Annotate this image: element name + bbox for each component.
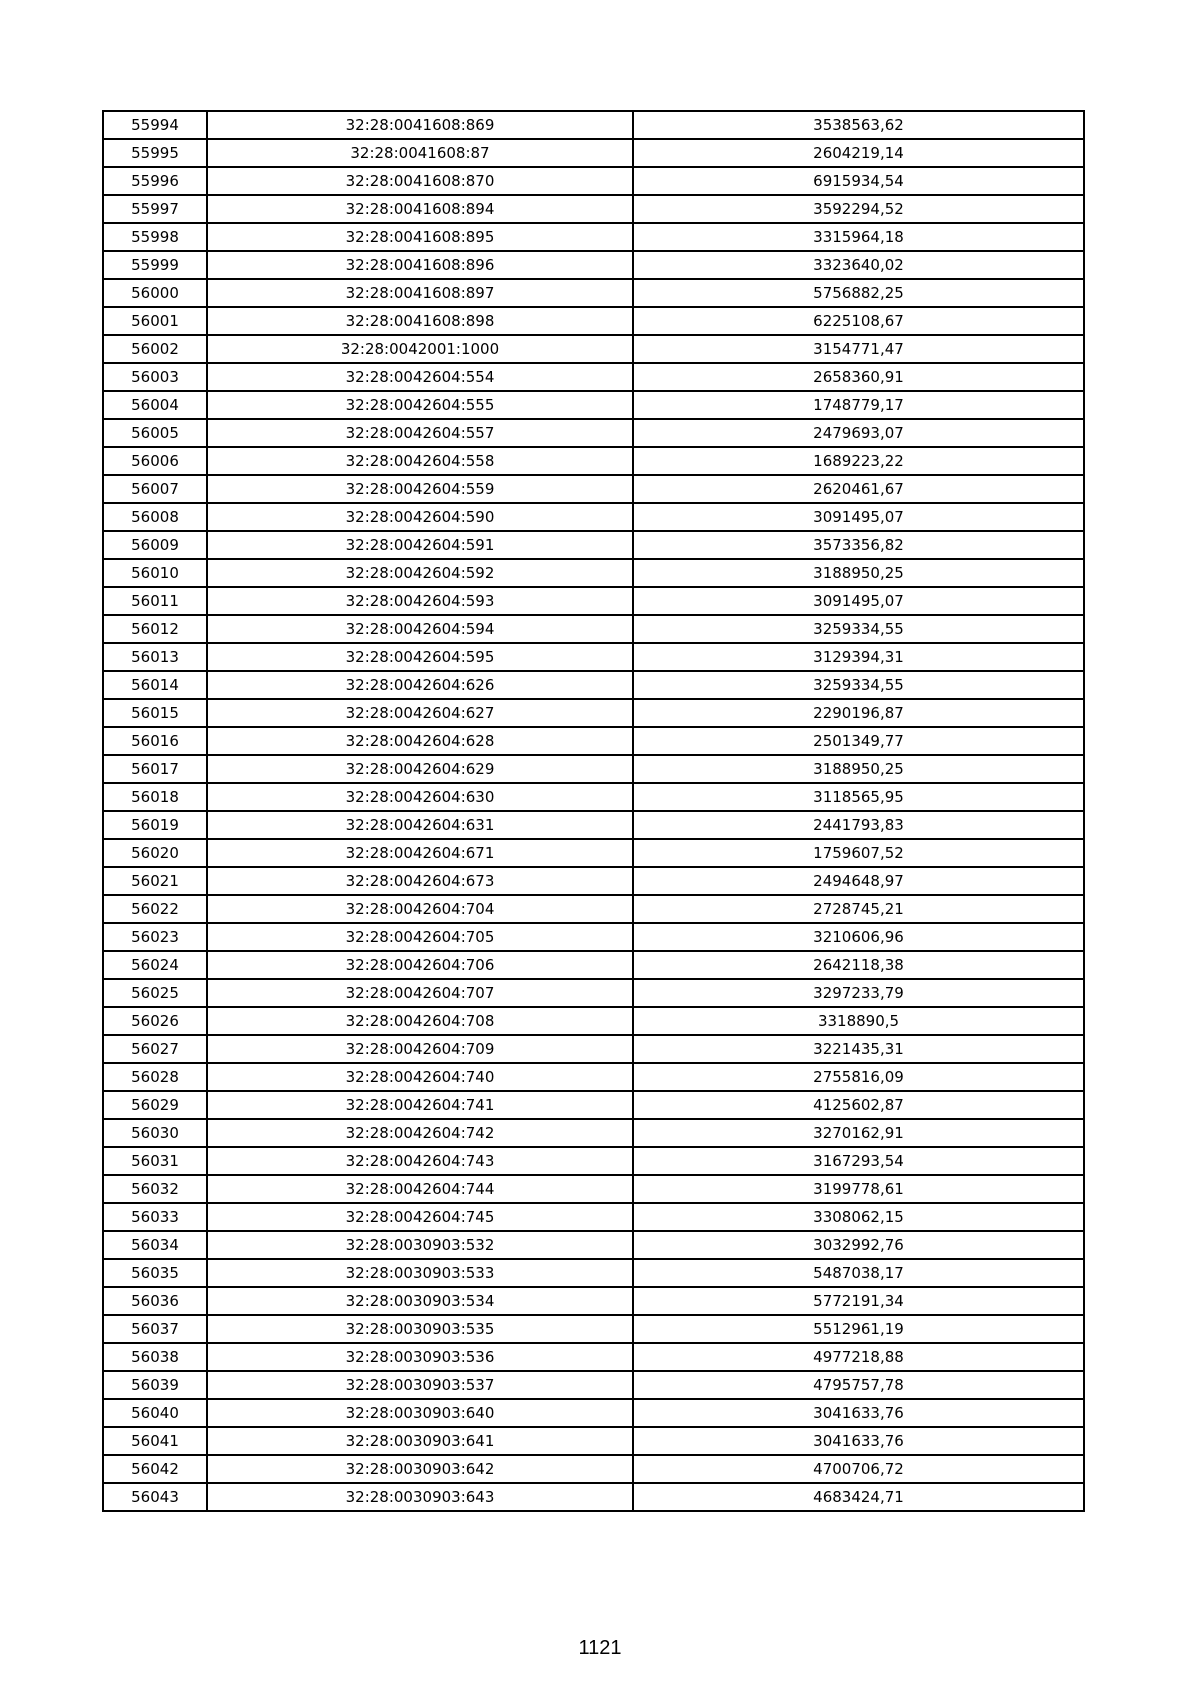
cadastral-number-cell: 32:28:0042604:743 xyxy=(207,1147,633,1175)
table-row xyxy=(103,1287,1084,1315)
value-cell: 5487038,17 xyxy=(633,1259,1084,1287)
row-number-cell: 56011 xyxy=(103,587,207,615)
row-number-cell: 56007 xyxy=(103,475,207,503)
row-number-cell: 56015 xyxy=(103,699,207,727)
cadastral-number-cell: 32:28:0030903:533 xyxy=(207,1259,633,1287)
cadastral-number-cell: 32:28:0042604:706 xyxy=(207,951,633,979)
table-row xyxy=(103,139,1084,167)
cadastral-number-cell: 32:28:0042604:627 xyxy=(207,699,633,727)
row-number-cell: 56026 xyxy=(103,1007,207,1035)
cadastral-number-cell: 32:28:0041608:869 xyxy=(207,111,633,139)
table-row xyxy=(103,699,1084,727)
value-cell: 2728745,21 xyxy=(633,895,1084,923)
value-cell: 3154771,47 xyxy=(633,335,1084,363)
table-row xyxy=(103,727,1084,755)
value-cell: 3199778,61 xyxy=(633,1175,1084,1203)
row-number-cell: 56008 xyxy=(103,503,207,531)
cadastral-number-cell: 32:28:0042604:555 xyxy=(207,391,633,419)
value-cell: 3129394,31 xyxy=(633,643,1084,671)
value-cell: 3297233,79 xyxy=(633,979,1084,1007)
row-number-cell: 56027 xyxy=(103,1035,207,1063)
row-number-cell: 56021 xyxy=(103,867,207,895)
value-cell: 3167293,54 xyxy=(633,1147,1084,1175)
value-cell: 4795757,78 xyxy=(633,1371,1084,1399)
value-cell: 3259334,55 xyxy=(633,615,1084,643)
row-number-cell: 56000 xyxy=(103,279,207,307)
row-number-cell: 56028 xyxy=(103,1063,207,1091)
table-row xyxy=(103,447,1084,475)
cadastral-number-cell: 32:28:0030903:534 xyxy=(207,1287,633,1315)
row-number-cell: 55997 xyxy=(103,195,207,223)
value-cell: 3270162,91 xyxy=(633,1119,1084,1147)
table-row xyxy=(103,1175,1084,1203)
value-cell: 3318890,5 xyxy=(633,1007,1084,1035)
row-number-cell: 56041 xyxy=(103,1427,207,1455)
cadastral-number-cell: 32:28:0042604:671 xyxy=(207,839,633,867)
row-number-cell: 56016 xyxy=(103,727,207,755)
value-cell: 3315964,18 xyxy=(633,223,1084,251)
row-number-cell: 56003 xyxy=(103,363,207,391)
table-row xyxy=(103,531,1084,559)
table-row xyxy=(103,643,1084,671)
row-number-cell: 56037 xyxy=(103,1315,207,1343)
row-number-cell: 56024 xyxy=(103,951,207,979)
cadastral-number-cell: 32:28:0030903:532 xyxy=(207,1231,633,1259)
value-cell: 3118565,95 xyxy=(633,783,1084,811)
value-cell: 5772191,34 xyxy=(633,1287,1084,1315)
cadastral-number-cell: 32:28:0042604:707 xyxy=(207,979,633,1007)
cadastral-number-cell: 32:28:0030903:643 xyxy=(207,1483,633,1511)
value-cell: 2501349,77 xyxy=(633,727,1084,755)
table-row xyxy=(103,335,1084,363)
value-cell: 2494648,97 xyxy=(633,867,1084,895)
cadastral-number-cell: 32:28:0042604:591 xyxy=(207,531,633,559)
cadastral-number-cell: 32:28:0042604:595 xyxy=(207,643,633,671)
table-row xyxy=(103,811,1084,839)
row-number-cell: 56006 xyxy=(103,447,207,475)
table-row xyxy=(103,923,1084,951)
table-row xyxy=(103,1427,1084,1455)
table-body xyxy=(103,111,1084,1511)
cadastral-number-cell: 32:28:0041608:898 xyxy=(207,307,633,335)
cadastral-number-cell: 32:28:0042604:744 xyxy=(207,1175,633,1203)
row-number-cell: 56009 xyxy=(103,531,207,559)
cadastral-number-cell: 32:28:0030903:535 xyxy=(207,1315,633,1343)
cadastral-number-cell: 32:28:0042604:673 xyxy=(207,867,633,895)
row-number-cell: 55995 xyxy=(103,139,207,167)
row-number-cell: 56035 xyxy=(103,1259,207,1287)
row-number-cell: 56017 xyxy=(103,755,207,783)
row-number-cell: 56032 xyxy=(103,1175,207,1203)
value-cell: 3259334,55 xyxy=(633,671,1084,699)
table-row xyxy=(103,587,1084,615)
table-row xyxy=(103,1007,1084,1035)
table-row xyxy=(103,251,1084,279)
cadastral-number-cell: 32:28:0042604:590 xyxy=(207,503,633,531)
cadastral-number-cell: 32:28:0041608:897 xyxy=(207,279,633,307)
cadastral-number-cell: 32:28:0042604:554 xyxy=(207,363,633,391)
table-row xyxy=(103,839,1084,867)
table-row xyxy=(103,307,1084,335)
value-cell: 3041633,76 xyxy=(633,1399,1084,1427)
cadastral-number-cell: 32:28:0030903:641 xyxy=(207,1427,633,1455)
table-row xyxy=(103,1203,1084,1231)
value-cell: 4977218,88 xyxy=(633,1343,1084,1371)
table-row xyxy=(103,223,1084,251)
cadastral-number-cell: 32:28:0030903:640 xyxy=(207,1399,633,1427)
value-cell: 2479693,07 xyxy=(633,419,1084,447)
row-number-cell: 56019 xyxy=(103,811,207,839)
table-row xyxy=(103,1091,1084,1119)
cadastral-number-cell: 32:28:0041608:896 xyxy=(207,251,633,279)
cadastral-value-table xyxy=(102,110,1085,1512)
cadastral-number-cell: 32:28:0030903:537 xyxy=(207,1371,633,1399)
value-cell: 1689223,22 xyxy=(633,447,1084,475)
table-row xyxy=(103,1147,1084,1175)
table-row xyxy=(103,1315,1084,1343)
table-row xyxy=(103,979,1084,1007)
value-cell: 6915934,54 xyxy=(633,167,1084,195)
table-row xyxy=(103,475,1084,503)
table-row xyxy=(103,503,1084,531)
table-row xyxy=(103,1399,1084,1427)
table-row xyxy=(103,867,1084,895)
row-number-cell: 56040 xyxy=(103,1399,207,1427)
cadastral-number-cell: 32:28:0042604:593 xyxy=(207,587,633,615)
value-cell: 3210606,96 xyxy=(633,923,1084,951)
value-cell: 6225108,67 xyxy=(633,307,1084,335)
row-number-cell: 56012 xyxy=(103,615,207,643)
row-number-cell: 56031 xyxy=(103,1147,207,1175)
table-row xyxy=(103,951,1084,979)
value-cell: 3538563,62 xyxy=(633,111,1084,139)
row-number-cell: 56030 xyxy=(103,1119,207,1147)
value-cell: 2620461,67 xyxy=(633,475,1084,503)
value-cell: 4125602,87 xyxy=(633,1091,1084,1119)
cadastral-number-cell: 32:28:0042604:709 xyxy=(207,1035,633,1063)
cadastral-number-cell: 32:28:0042604:630 xyxy=(207,783,633,811)
row-number-cell: 56013 xyxy=(103,643,207,671)
table-row xyxy=(103,1455,1084,1483)
row-number-cell: 55998 xyxy=(103,223,207,251)
value-cell: 2658360,91 xyxy=(633,363,1084,391)
row-number-cell: 56001 xyxy=(103,307,207,335)
value-cell: 3091495,07 xyxy=(633,503,1084,531)
row-number-cell: 55994 xyxy=(103,111,207,139)
value-cell: 3188950,25 xyxy=(633,559,1084,587)
cadastral-number-cell: 32:28:0042604:745 xyxy=(207,1203,633,1231)
table-row xyxy=(103,615,1084,643)
value-cell: 2441793,83 xyxy=(633,811,1084,839)
cadastral-number-cell: 32:28:0042604:628 xyxy=(207,727,633,755)
row-number-cell: 56020 xyxy=(103,839,207,867)
cadastral-number-cell: 32:28:0041608:895 xyxy=(207,223,633,251)
value-cell: 5756882,25 xyxy=(633,279,1084,307)
table-row xyxy=(103,895,1084,923)
value-cell: 4683424,71 xyxy=(633,1483,1084,1511)
cadastral-number-cell: 32:28:0042604:740 xyxy=(207,1063,633,1091)
value-cell: 3091495,07 xyxy=(633,587,1084,615)
row-number-cell: 56018 xyxy=(103,783,207,811)
row-number-cell: 55999 xyxy=(103,251,207,279)
value-cell: 5512961,19 xyxy=(633,1315,1084,1343)
cadastral-number-cell: 32:28:0042604:741 xyxy=(207,1091,633,1119)
row-number-cell: 56033 xyxy=(103,1203,207,1231)
row-number-cell: 56010 xyxy=(103,559,207,587)
table-row xyxy=(103,1063,1084,1091)
value-cell: 2290196,87 xyxy=(633,699,1084,727)
table-row xyxy=(103,279,1084,307)
cadastral-number-cell: 32:28:0030903:642 xyxy=(207,1455,633,1483)
row-number-cell: 56034 xyxy=(103,1231,207,1259)
cadastral-number-cell: 32:28:0042604:742 xyxy=(207,1119,633,1147)
cadastral-number-cell: 32:28:0042604:705 xyxy=(207,923,633,951)
row-number-cell: 56004 xyxy=(103,391,207,419)
value-cell: 2755816,09 xyxy=(633,1063,1084,1091)
row-number-cell: 56002 xyxy=(103,335,207,363)
cadastral-number-cell: 32:28:0042604:559 xyxy=(207,475,633,503)
table-row xyxy=(103,755,1084,783)
cadastral-number-cell: 32:28:0042604:631 xyxy=(207,811,633,839)
cadastral-number-cell: 32:28:0042604:626 xyxy=(207,671,633,699)
table-row xyxy=(103,167,1084,195)
value-cell: 3592294,52 xyxy=(633,195,1084,223)
cadastral-number-cell: 32:28:0041608:87 xyxy=(207,139,633,167)
value-cell: 3308062,15 xyxy=(633,1203,1084,1231)
value-cell: 1748779,17 xyxy=(633,391,1084,419)
value-cell: 3221435,31 xyxy=(633,1035,1084,1063)
table-row xyxy=(103,1483,1084,1511)
page-number: 1121 xyxy=(578,1637,622,1659)
table-row xyxy=(103,111,1084,139)
table-row xyxy=(103,1343,1084,1371)
value-cell: 3323640,02 xyxy=(633,251,1084,279)
table-row xyxy=(103,391,1084,419)
row-number-cell: 56043 xyxy=(103,1483,207,1511)
table-row xyxy=(103,559,1084,587)
row-number-cell: 56005 xyxy=(103,419,207,447)
row-number-cell: 56038 xyxy=(103,1343,207,1371)
table-row xyxy=(103,363,1084,391)
row-number-cell: 55996 xyxy=(103,167,207,195)
row-number-cell: 56022 xyxy=(103,895,207,923)
table-row xyxy=(103,1231,1084,1259)
row-number-cell: 56025 xyxy=(103,979,207,1007)
table-row xyxy=(103,1035,1084,1063)
cadastral-number-cell: 32:28:0030903:536 xyxy=(207,1343,633,1371)
value-cell: 3032992,76 xyxy=(633,1231,1084,1259)
row-number-cell: 56036 xyxy=(103,1287,207,1315)
value-cell: 4700706,72 xyxy=(633,1455,1084,1483)
cadastral-number-cell: 32:28:0042604:558 xyxy=(207,447,633,475)
table-row xyxy=(103,419,1084,447)
table-row xyxy=(103,1119,1084,1147)
row-number-cell: 56039 xyxy=(103,1371,207,1399)
cadastral-number-cell: 32:28:0042001:1000 xyxy=(207,335,633,363)
value-cell: 3188950,25 xyxy=(633,755,1084,783)
cadastral-number-cell: 32:28:0042604:629 xyxy=(207,755,633,783)
cadastral-number-cell: 32:28:0042604:704 xyxy=(207,895,633,923)
cadastral-number-cell: 32:28:0041608:894 xyxy=(207,195,633,223)
cadastral-number-cell: 32:28:0042604:592 xyxy=(207,559,633,587)
value-cell: 3041633,76 xyxy=(633,1427,1084,1455)
table-row xyxy=(103,1259,1084,1287)
cadastral-number-cell: 32:28:0042604:594 xyxy=(207,615,633,643)
cadastral-number-cell: 32:28:0042604:557 xyxy=(207,419,633,447)
cadastral-number-cell: 32:28:0041608:870 xyxy=(207,167,633,195)
table-row xyxy=(103,195,1084,223)
row-number-cell: 56029 xyxy=(103,1091,207,1119)
table-row xyxy=(103,783,1084,811)
table-row xyxy=(103,1371,1084,1399)
value-cell: 2642118,38 xyxy=(633,951,1084,979)
value-cell: 2604219,14 xyxy=(633,139,1084,167)
row-number-cell: 56042 xyxy=(103,1455,207,1483)
value-cell: 3573356,82 xyxy=(633,531,1084,559)
table-row xyxy=(103,671,1084,699)
cadastral-number-cell: 32:28:0042604:708 xyxy=(207,1007,633,1035)
row-number-cell: 56023 xyxy=(103,923,207,951)
value-cell: 1759607,52 xyxy=(633,839,1084,867)
row-number-cell: 56014 xyxy=(103,671,207,699)
